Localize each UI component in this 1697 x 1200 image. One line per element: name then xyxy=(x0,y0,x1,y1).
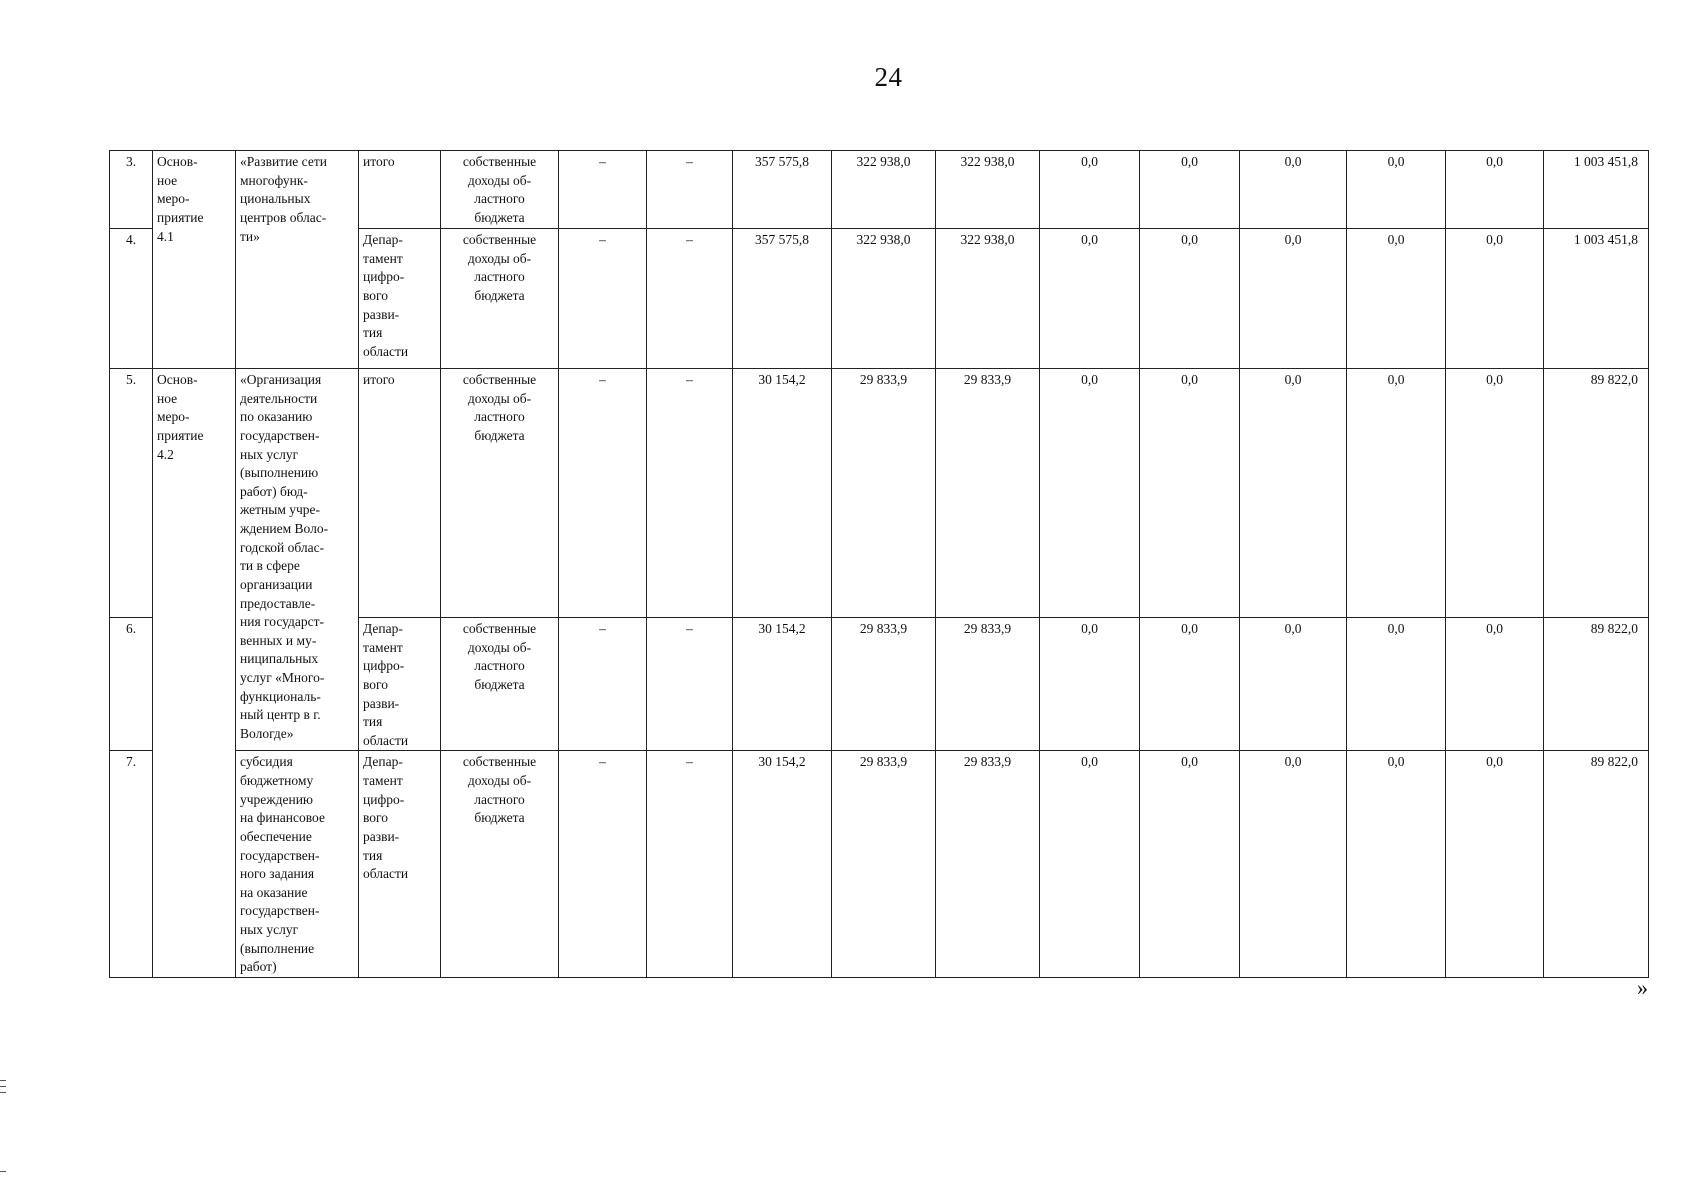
dash-cell: – xyxy=(559,618,647,751)
value-cell: 29 833,9 xyxy=(936,618,1040,751)
value-cell: 322 938,0 xyxy=(832,151,936,229)
total-cell: 89 822,0 xyxy=(1544,751,1649,978)
value-cell: 0,0 xyxy=(1347,618,1446,751)
value-cell: 0,0 xyxy=(1240,369,1347,618)
activity-name: «Организация деятельности по оказанию государствен- ных услуг (выполнению работ) бюд- жетным учре- ждением Воло- годской облас- ти в сфере организации предоставле- ния государст- венных и му- ниципальных услуг «Много- функциональ- ный центр в г. Вологде» xyxy=(236,369,359,751)
row-number: 4. xyxy=(110,229,153,369)
executor: Депар- тамент цифро- вого разви- тия области xyxy=(359,618,441,751)
margin-mark xyxy=(0,1171,6,1172)
page-number: 24 xyxy=(874,62,903,92)
value-cell: 0,0 xyxy=(1347,229,1446,369)
value-cell: 0,0 xyxy=(1040,751,1140,978)
activity-group: Основ- ное меро- приятие 4.1 xyxy=(153,151,236,369)
budget-table xyxy=(109,150,1649,978)
dash-cell: – xyxy=(647,618,733,751)
value-cell: 0,0 xyxy=(1347,751,1446,978)
value-cell: 29 833,9 xyxy=(832,369,936,618)
dash-cell: – xyxy=(559,229,647,369)
margin-mark xyxy=(0,1092,6,1093)
value-cell: 0,0 xyxy=(1140,369,1240,618)
value-cell: 322 938,0 xyxy=(936,151,1040,229)
value-cell: 357 575,8 xyxy=(733,151,832,229)
total-cell: 89 822,0 xyxy=(1544,618,1649,751)
activity-name: субсидия бюджетному учреждению на финансовое обеспечение государствен- ного задания на оказание государствен- ных услуг (выполнение работ) xyxy=(236,751,359,978)
funding-source: собственные доходы об- ластного бюджета xyxy=(441,229,559,369)
value-cell: 0,0 xyxy=(1140,751,1240,978)
value-cell: 29 833,9 xyxy=(936,751,1040,978)
margin-mark xyxy=(0,1080,6,1081)
table-row xyxy=(110,751,1649,978)
dash-cell: – xyxy=(559,369,647,618)
value-cell: 322 938,0 xyxy=(936,229,1040,369)
table-row xyxy=(110,369,1649,618)
value-cell: 0,0 xyxy=(1446,369,1544,618)
value-cell: 30 154,2 xyxy=(733,751,832,978)
table-body xyxy=(110,151,1649,978)
value-cell: 0,0 xyxy=(1140,229,1240,369)
funding-source: собственные доходы об- ластного бюджета xyxy=(441,618,559,751)
dash-cell: – xyxy=(647,229,733,369)
closing-quote: » xyxy=(1637,975,1648,1000)
row-number: 7. xyxy=(110,751,153,978)
row-number: 5. xyxy=(110,369,153,618)
total-cell: 89 822,0 xyxy=(1544,369,1649,618)
margin-mark xyxy=(0,1086,6,1087)
funding-source: собственные доходы об- ластного бюджета xyxy=(441,369,559,618)
executor: итого xyxy=(359,369,441,618)
total-cell: 1 003 451,8 xyxy=(1544,151,1649,229)
value-cell: 29 833,9 xyxy=(832,751,936,978)
value-cell: 29 833,9 xyxy=(936,369,1040,618)
value-cell: 0,0 xyxy=(1240,151,1347,229)
total-cell: 1 003 451,8 xyxy=(1544,229,1649,369)
executor: итого xyxy=(359,151,441,229)
funding-source: собственные доходы об- ластного бюджета xyxy=(441,751,559,978)
executor: Депар- тамент цифро- вого разви- тия области xyxy=(359,229,441,369)
activity-group: Основ- ное меро- приятие 4.2 xyxy=(153,369,236,978)
activity-name: «Развитие сети многофунк- циональных центров облас- ти» xyxy=(236,151,359,369)
value-cell: 30 154,2 xyxy=(733,369,832,618)
value-cell: 0,0 xyxy=(1446,618,1544,751)
table-row xyxy=(110,151,1649,229)
dash-cell: – xyxy=(647,151,733,229)
dash-cell: – xyxy=(559,151,647,229)
row-number: 6. xyxy=(110,618,153,751)
value-cell: 0,0 xyxy=(1040,369,1140,618)
value-cell: 357 575,8 xyxy=(733,229,832,369)
value-cell: 0,0 xyxy=(1040,151,1140,229)
dash-cell: – xyxy=(647,751,733,978)
value-cell: 0,0 xyxy=(1040,229,1140,369)
value-cell: 0,0 xyxy=(1347,151,1446,229)
value-cell: 0,0 xyxy=(1446,751,1544,978)
dash-cell: – xyxy=(559,751,647,978)
value-cell: 29 833,9 xyxy=(832,618,936,751)
value-cell: 322 938,0 xyxy=(832,229,936,369)
value-cell: 0,0 xyxy=(1140,151,1240,229)
value-cell: 30 154,2 xyxy=(733,618,832,751)
value-cell: 0,0 xyxy=(1240,229,1347,369)
funding-source: собственные доходы об- ластного бюджета xyxy=(441,151,559,229)
dash-cell: – xyxy=(647,369,733,618)
value-cell: 0,0 xyxy=(1446,151,1544,229)
executor: Депар- тамент цифро- вого разви- тия области xyxy=(359,751,441,978)
value-cell: 0,0 xyxy=(1347,369,1446,618)
value-cell: 0,0 xyxy=(1446,229,1544,369)
value-cell: 0,0 xyxy=(1140,618,1240,751)
value-cell: 0,0 xyxy=(1040,618,1140,751)
row-number: 3. xyxy=(110,151,153,229)
value-cell: 0,0 xyxy=(1240,751,1347,978)
value-cell: 0,0 xyxy=(1240,618,1347,751)
